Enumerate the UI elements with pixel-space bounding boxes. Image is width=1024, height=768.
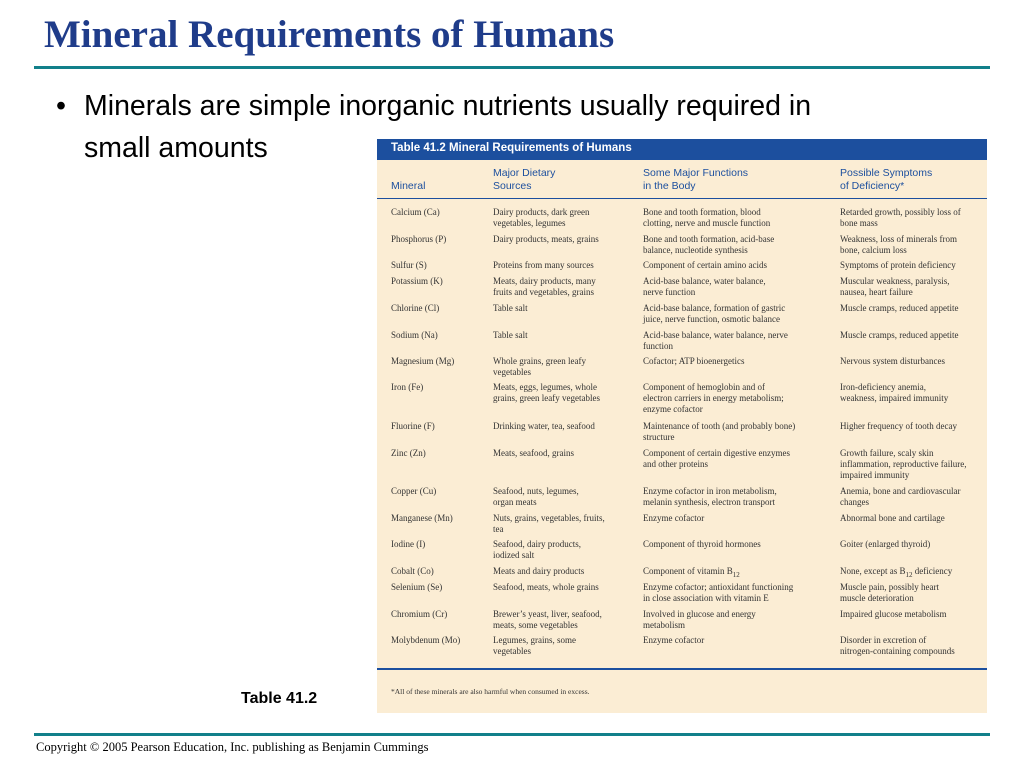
table-cell-mineral: Iodine (I) xyxy=(391,539,426,549)
table-cell-symptoms: Muscle pain, possibly heart muscle deterioration xyxy=(840,582,939,603)
table-label: Table 41.2 xyxy=(241,690,318,707)
bullet-text-line-2: small amounts xyxy=(84,132,268,164)
table-cell-mineral: Zinc (Zn) xyxy=(391,448,426,458)
table-cell-symptoms: Iron-deficiency anemia, weakness, impaired immunity xyxy=(840,382,949,403)
table-cell-symptoms: Nervous system disturbances xyxy=(840,356,945,366)
table-cell-symptoms: Growth failure, scaly skin inflammation, reproductive failure, impaired immunity xyxy=(840,448,967,480)
table-cell-functions: Bone and tooth formation, blood clotting, nerve and muscle function xyxy=(643,207,771,228)
table-cell-sources: Proteins from many sources xyxy=(493,260,594,270)
footer-divider xyxy=(34,733,990,736)
table-cell-symptoms: Anemia, bone and cardiovascular changes xyxy=(840,486,961,507)
table-cell-mineral: Selenium (Se) xyxy=(391,582,443,592)
table-cell-functions: Acid-base balance, water balance, nerve function xyxy=(643,330,788,351)
table-cell-sources: Drinking water, tea, seafood xyxy=(493,421,595,431)
table-cell-symptoms: Disorder in excretion of nitrogen-containing compounds xyxy=(840,635,955,656)
table-cell-mineral: Calcium (Ca) xyxy=(391,207,440,217)
title-divider xyxy=(34,66,990,69)
table-footer-divider xyxy=(377,668,987,670)
table-cell-functions: Enzyme cofactor xyxy=(643,635,705,645)
column-header-functions: Some Major Functions in the Body xyxy=(643,167,749,192)
table-cell-functions: Enzyme cofactor; antioxidant functioning in close association with vitamin E xyxy=(643,582,794,603)
table-cell-symptoms: Muscular weakness, paralysis, nausea, heart failure xyxy=(840,276,950,297)
table-cell-functions: Enzyme cofactor xyxy=(643,513,705,523)
table-cell-sources: Meats, eggs, legumes, whole grains, green leafy vegetables xyxy=(493,382,600,403)
column-header-mineral: Mineral xyxy=(391,180,426,192)
table-cell-sources: Legumes, grains, some vegetables xyxy=(493,635,576,656)
table-cell-functions: Component of vitamin $B_{12}$ xyxy=(643,566,740,579)
table-cell-mineral: Fluorine (F) xyxy=(391,421,435,431)
table-cell-sources: Dairy products, meats, grains xyxy=(493,234,599,244)
subscript: 12 xyxy=(732,570,740,579)
copyright-text: Copyright © 2005 Pearson Education, Inc. publishing as Benjamin Cummings xyxy=(36,740,429,754)
table-cell-mineral: Manganese (Mn) xyxy=(391,513,453,523)
table-cell-symptoms: Muscle cramps, reduced appetite xyxy=(840,330,959,340)
table-cell-symptoms: Muscle cramps, reduced appetite xyxy=(840,303,959,313)
table-cell-symptoms: Symptoms of protein deficiency xyxy=(840,260,956,270)
table-caption-bar xyxy=(377,139,987,160)
table-cell-sources: Meats and dairy products xyxy=(493,566,585,576)
mineral-table xyxy=(377,139,987,713)
table-cell-mineral: Iron (Fe) xyxy=(391,382,424,392)
table-cell-sources: Nuts, grains, vegetables, fruits, tea xyxy=(493,513,605,534)
table-caption: Table 41.2 Mineral Requirements of Humans xyxy=(391,142,632,154)
table-cell-symptoms: None, except as $B_{12}$ deficiency xyxy=(840,566,953,579)
table-cell-sources: Whole grains, green leafy vegetables xyxy=(493,356,586,377)
table-cell-sources: Meats, dairy products, many fruits and vegetables, grains xyxy=(493,276,596,297)
table-cell-functions: Enzyme cofactor in iron metabolism, melanin synthesis, electron transport xyxy=(643,486,777,507)
table-cell-symptoms: Abnormal bone and cartilage xyxy=(840,513,945,523)
subscript: 12 xyxy=(905,570,913,579)
table-cell-sources: Table salt xyxy=(493,303,528,313)
column-header-sources: Major Dietary Sources xyxy=(493,167,556,192)
table-cell-functions: Component of certain digestive enzymes and other proteins xyxy=(643,448,790,469)
table-cell-functions: Maintenance of tooth (and probably bone) structure xyxy=(643,421,796,442)
table-cell-mineral: Magnesium (Mg) xyxy=(391,356,455,366)
table-cell-symptoms: Retarded growth, possibly loss of bone mass xyxy=(840,207,961,228)
table-cell-functions: Cofactor; ATP bioenergetics xyxy=(643,356,745,366)
table-cell-functions: Acid-base balance, formation of gastric juice, nerve function, osmotic balance xyxy=(643,303,786,324)
table-cell-mineral: Copper (Cu) xyxy=(391,486,437,496)
table-footnote: *All of these minerals are also harmful when consumed in excess. xyxy=(391,687,590,696)
table-cell-sources: Brewer’s yeast, liver, seafood, meats, some vegetables xyxy=(493,609,602,630)
table-cell-mineral: Cobalt (Co) xyxy=(391,566,434,576)
table-cell-symptoms: Weakness, loss of minerals from bone, calcium loss xyxy=(840,234,957,255)
table-cell-functions: Bone and tooth formation, acid-base balance, nucleotide synthesis xyxy=(643,234,775,255)
column-header-symptoms: Possible Symptoms of Deficiency* xyxy=(840,167,933,192)
table-cell-symptoms: Goiter (enlarged thyroid) xyxy=(840,539,931,549)
bullet-marker: • xyxy=(56,90,66,122)
table-cell-mineral: Chromium (Cr) xyxy=(391,609,448,619)
table-cell-sources: Meats, seafood, grains xyxy=(493,448,574,458)
table-cell-sources: Seafood, nuts, legumes, organ meats xyxy=(493,486,579,507)
slide-title: Mineral Requirements of Humans xyxy=(44,13,615,56)
table-cell-functions: Component of certain amino acids xyxy=(643,260,767,270)
table-cell-mineral: Sulfur (S) xyxy=(391,260,427,270)
table-cell-functions: Acid-base balance, water balance, nerve function xyxy=(643,276,766,297)
table-cell-mineral: Sodium (Na) xyxy=(391,330,438,340)
table-cell-symptoms: Higher frequency of tooth decay xyxy=(840,421,957,431)
table-cell-functions: Component of hemoglobin and of electron carriers in energy metabolism; enzyme cofactor xyxy=(643,382,784,414)
table-cell-mineral: Chlorine (Cl) xyxy=(391,303,440,313)
table-cell-mineral: Potassium (K) xyxy=(391,276,443,286)
table-cell-functions: Involved in glucose and energy metabolism xyxy=(643,609,756,630)
table-cell-mineral: Molybdenum (Mo) xyxy=(391,635,461,645)
bullet-text-line-1: Minerals are simple inorganic nutrients usually required in xyxy=(84,90,812,122)
table-cell-sources: Table salt xyxy=(493,330,528,340)
table-cell-functions: Component of thyroid hormones xyxy=(643,539,761,549)
table-cell-sources: Dairy products, dark green vegetables, legumes xyxy=(493,207,590,228)
table-cell-mineral: Phosphorus (P) xyxy=(391,234,447,244)
table-cell-sources: Seafood, dairy products, iodized salt xyxy=(493,539,581,560)
table-cell-sources: Seafood, meats, whole grains xyxy=(493,582,599,592)
header-divider xyxy=(377,198,987,199)
table-cell-symptoms: Impaired glucose metabolism xyxy=(840,609,947,619)
